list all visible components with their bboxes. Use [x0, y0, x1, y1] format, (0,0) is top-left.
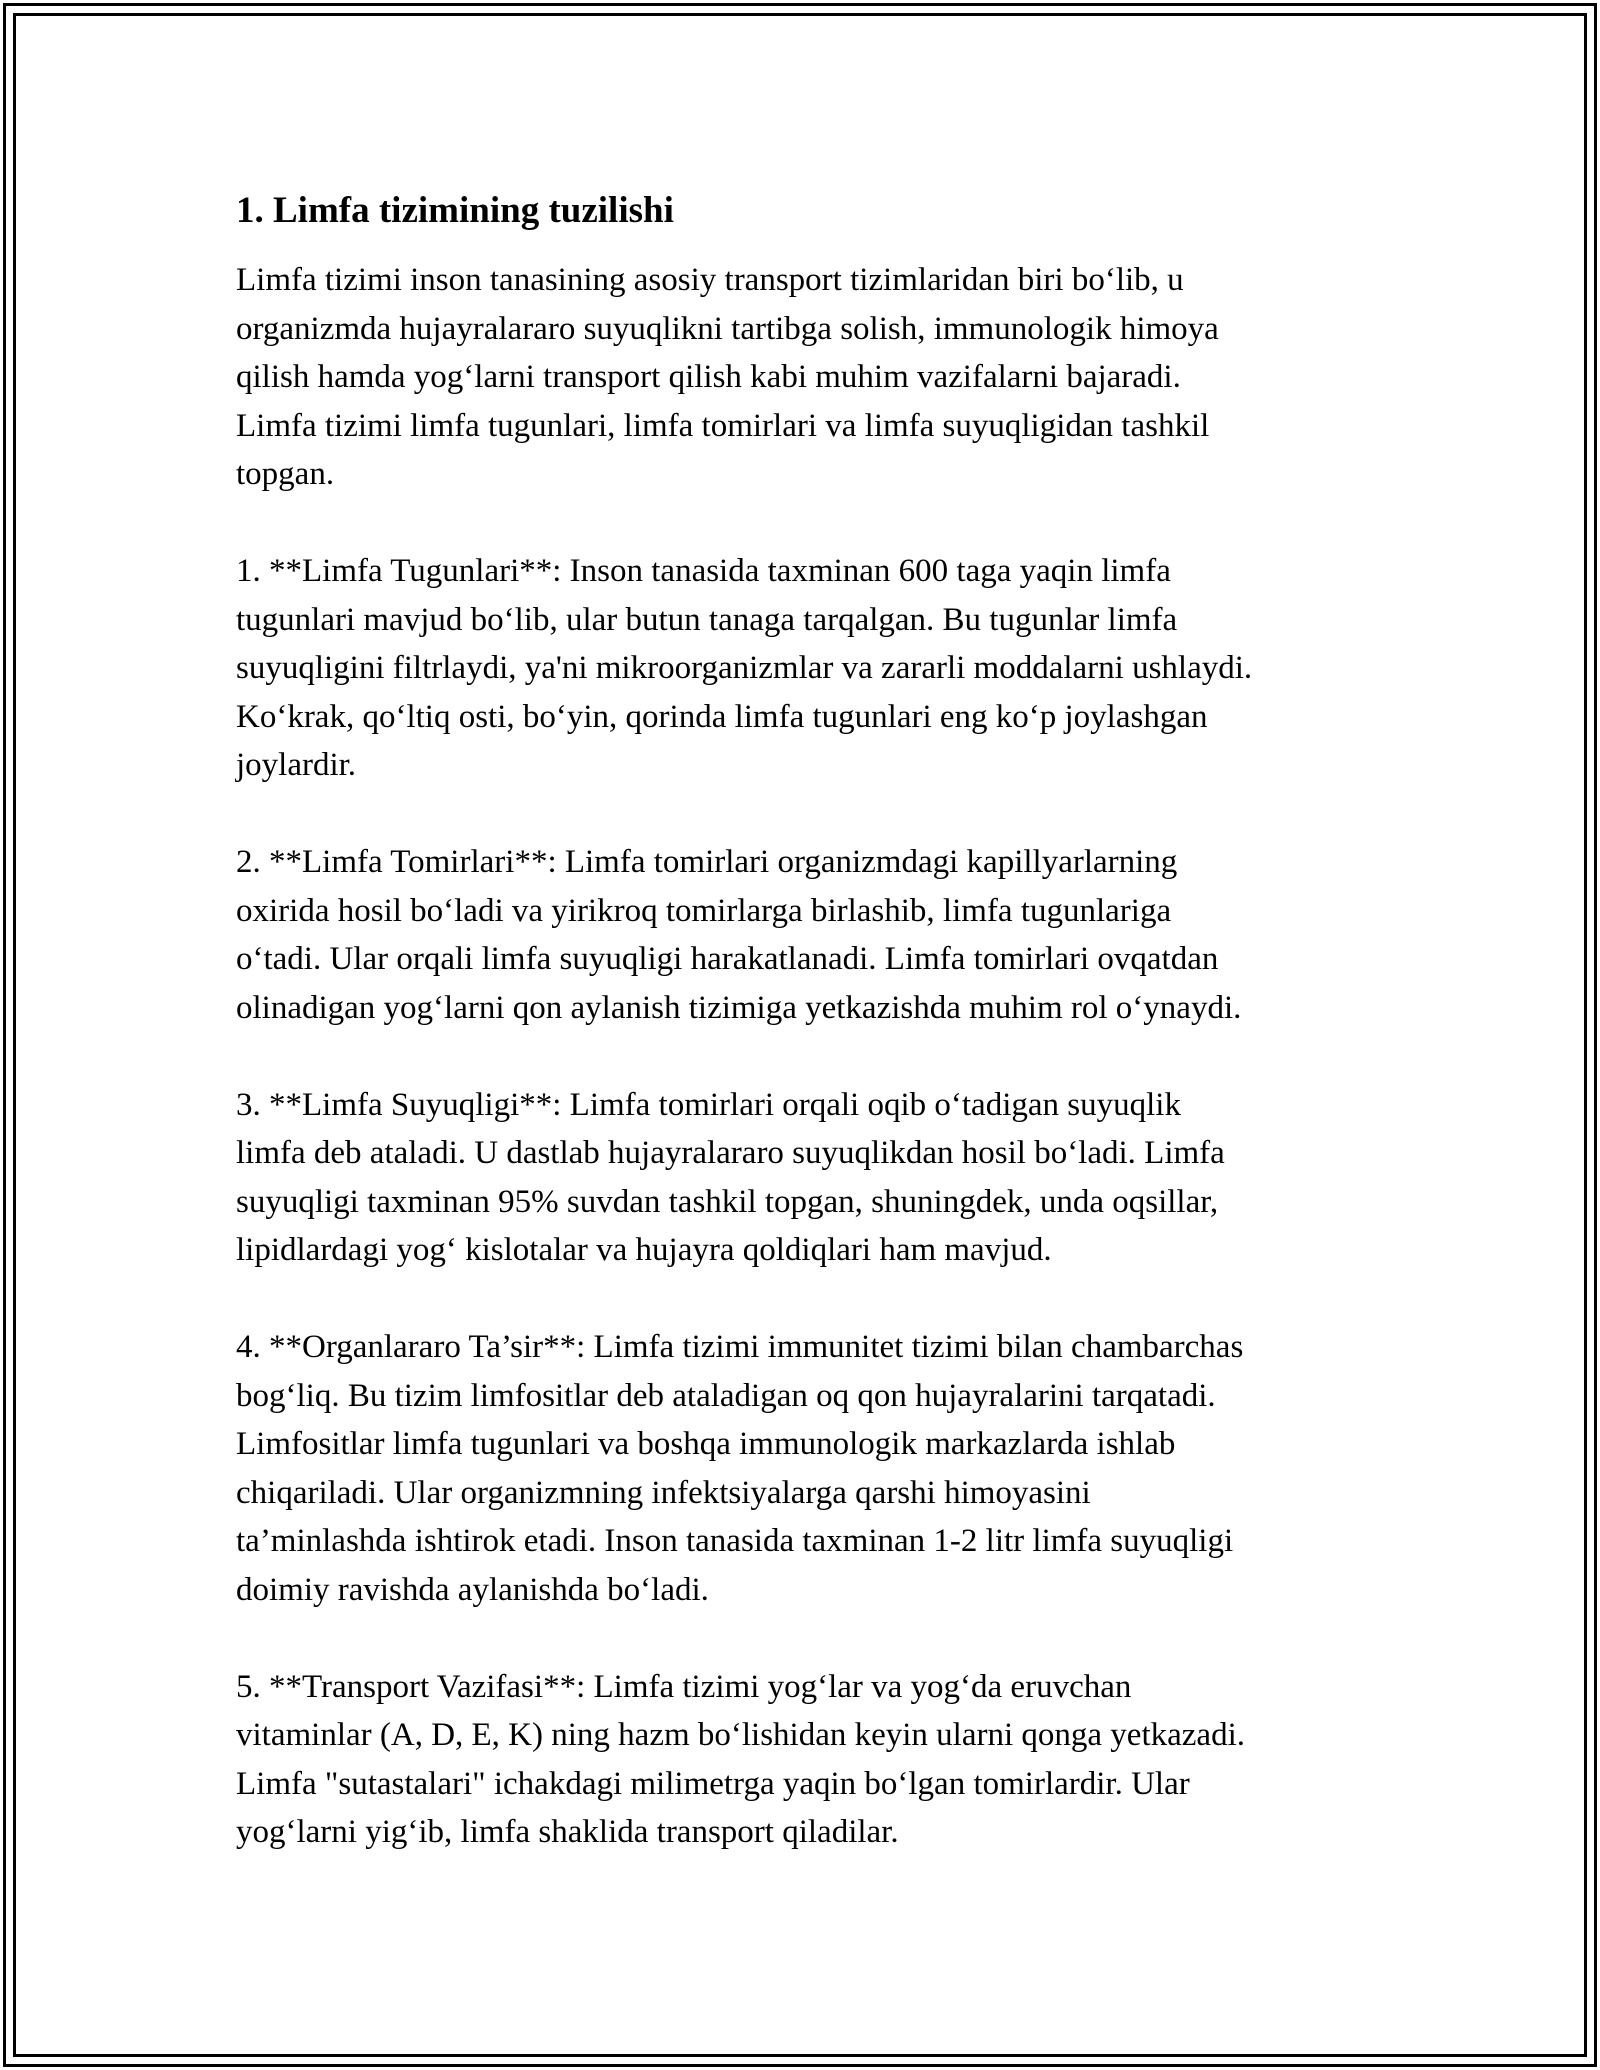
intro-paragraph: Limfa tizimi inson tanasining asosiy transport tizimlaridan biri bo‘lib, u organizmda hujayralararo suyuqlikni tartibga solish, immunologik himoya qilish hamda yog‘larni transport qilish kabi muhim vazifalarni bajaradi. Limfa tizimi limfa tugunlari, limfa tomirlari va limfa suyuqligidan tashkil topgan.	[236, 262, 1219, 492]
paragraph-limfa-tugunlari: 1. **Limfa Tugunlari**: Inson tanasida taxminan 600 taga yaqin limfa tugunlari mavjud bo‘lib, ular butun tanaga tarqalgan. Bu tugunlar limfa suyuqligini filtrlaydi, ya'ni mikroorganizmlar va zararli moddalarni ushlaydi. Ko‘krak, qo‘ltiq osti, bo‘yin, qorinda limfa tugunlari eng ko‘p joylashgan joylardir.	[236, 553, 1253, 783]
paragraph-limfa-tomirlari: 2. **Limfa Tomirlari**: Limfa tomirlari organizmdagi kapillyarlarning oxirida hosil bo‘ladi va yirikroq tomirlarga birlashib, limfa tugunlariga o‘tadi. Ular orqali limfa suyuqligi harakatlanadi. Limfa tomirlari ovqatdan olinadigan yog‘larni qon aylanish tizimiga yetkazishda muhim rol o‘ynaydi.	[236, 844, 1242, 1026]
section-heading: 1. Limfa tizimining tuzilishi	[236, 190, 674, 231]
document-body	[236, 186, 1386, 1857]
paragraph-transport-vazifasi: 5. **Transport Vazifasi**: Limfa tizimi yog‘lar va yog‘da eruvchan vitaminlar (A, D, E, K) ning hazm bo‘lishidan keyin ularni qonga yetkazadi. Limfa "sutastalari" ichakdagi milimetrga yaqin bo‘lgan tomirlardir. Ular yog‘larni yig‘ib, limfa shaklida transport qiladilar.	[236, 1668, 1245, 1850]
paragraph-organlararo-tasir: 4. **Organlararo Ta’sir**: Limfa tizimi immunitet tizimi bilan chambarchas bog‘liq. Bu tizim limfositlar deb ataladigan oq qon hujayralarini tarqatadi. Limfositlar limfa tugunlari va boshqa immunologik markazlarda ishlab chiqariladi. Ular organizmning infektsiyalarga qarshi himoyasini ta’minlashda ishtirok etadi. Inson tanasida taxminan 1-2 litr limfa suyuqligi doimiy ravishda aylanishda bo‘ladi.	[236, 1329, 1244, 1608]
paragraph-limfa-suyuqligi: 3. **Limfa Suyuqligi**: Limfa tomirlari orqali oqib o‘tadigan suyuqlik limfa deb ataladi. U dastlab hujayralararo suyuqlikdan hosil bo‘ladi. Limfa suyuqligi taxminan 95% suvdan tashkil topgan, shuningdek, unda oqsillar, lipidlardagi yog‘ kislotalar va hujayra qoldiqlari ham mavjud.	[236, 1086, 1225, 1268]
